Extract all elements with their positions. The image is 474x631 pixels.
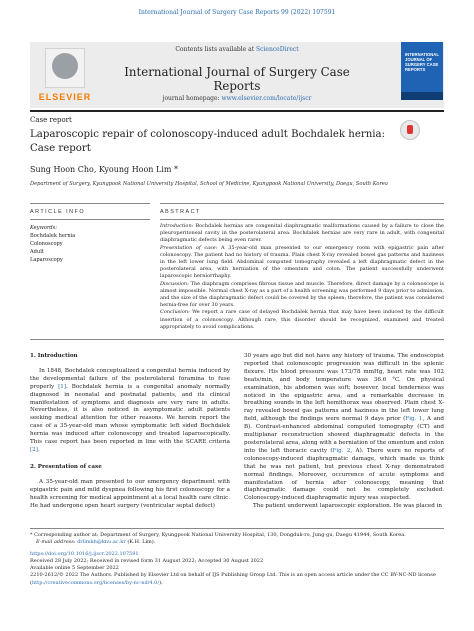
body-text: In 1848, Bochdalek conceptualized a congenital hernia induced by the developmental failure of the posterolateral foramina to fuse properly — [30, 367, 230, 390]
doi-link[interactable]: https://doi.org/10.1016/j.ijscr.2022.107591 — [30, 551, 139, 558]
body-left-column — [30, 353, 230, 510]
email-label: E-mail address: — [36, 539, 78, 546]
email-link[interactable]: drlimkh@knu.ac.kr — [77, 539, 126, 546]
section-heading: 1. Introduction — [30, 353, 78, 359]
check-for-updates-icon[interactable] — [400, 120, 420, 140]
article-type: Case report — [30, 116, 72, 124]
license-link[interactable]: http://creativecommons.org/licenses/by-nc-nd/4.0/ — [31, 579, 160, 586]
header-divider — [30, 110, 444, 112]
section-gap — [30, 455, 230, 464]
citation-link[interactable]: [2] — [30, 446, 38, 453]
surgery-paragraph: The patient underwent laparoscopic exploration. He was placed in — [253, 503, 442, 510]
keyword-item: Laparoscopy — [30, 257, 63, 264]
author-list: Sung Hoon Cho, Kyoung Hoon Lim * — [30, 165, 179, 174]
correspondence-note: * Corresponding author at: Department of Surgery, Kyungpook National University Hospital, 130, Dongduk-ro, Jung-gu, Daegu 41944, South Korea. — [30, 532, 406, 538]
citation-link[interactable]: [1] — [58, 383, 67, 390]
abstract-presentation — [160, 245, 444, 281]
body-text: , A). There were no reports of colonoscopy-induced diaphragmatic damage, which made us think that he was not patient, but previous chest X-ray demonstrated normal findings. Moreover, occurrence of acute symptoms and manifestation of hernia after colonoscopy, meaning that diaphragmatic damage could not be completely excluded. Colonoscopy-induced diaphragmatic injury was suspected. — [244, 447, 444, 502]
cover-band — [401, 92, 443, 100]
license-text: 2210-2612/© 2022 The Authors. Published by Elsevier Ltd on behalf of IJS Publishing Group Ltd. This is an open access article under the CC BY-NC-ND license ( — [30, 572, 436, 586]
abstract-text: Bochdalek hernias are congenital diaphragmatic malformations caused by a failure to close the pleuroperitoneal cavity in the posterolateral area. Bochdalek hernias are very rare in adult, with congenital diaphragmatic defects being even rarer. — [160, 223, 444, 244]
keyword-item: Adult — [30, 249, 44, 256]
article-info-heading: ARTICLE INFO — [30, 209, 86, 215]
abstract-text: A 35-year-old man presented to our emergency room with epigastric pain after colonoscopy. The patient had no history of trauma. Plain chest X-ray revealed bowel gas patterns and haziness in the left lower lung field. Abdominal computed tomography revealed a left diaphragmatic defect in the posterolateral area, with herniation of the omentum and colon. The patient successfully underwent laparoscopic herniorrhaphy. — [160, 244, 444, 280]
cover-title: INTERNATIONAL JOURNAL OF SURGERY CASE REPORTS — [405, 52, 439, 72]
journal-cover-thumbnail[interactable] — [401, 42, 443, 100]
abstract-conclusion — [160, 309, 444, 331]
info-mid-rule — [30, 219, 150, 220]
email-line — [30, 539, 444, 546]
online-date: Available online 5 September 2022 — [30, 565, 119, 572]
section-heading: 2. Presentation of case — [30, 463, 102, 470]
contents-availability — [100, 46, 374, 53]
body-right-column — [244, 353, 444, 511]
body-text: 30 years ago but did not have any history of trauma. The endoscopist reported that colonoscopic progression was difficult in the splenic flexure. His blood pressure was 173/78 mmHg, heart rate was 102 beats/min, and body temperature was 36.6 °C. On physical examination, his abdomen was soft; however, local tenderness was noticed in the epigastric area, and a remarkable decrease in breathing sounds in the left hemithorax was observed. Plain chest X-ray revealed bowel gas patterns and haziness in the left lower lung field, although the findings were normal 9 days prior ( — [244, 353, 444, 423]
journal-title: International Journal of Surgery Case Reports — [124, 65, 350, 93]
author-affiliation: Department of Surgery, Kyungpook National University Hospital, School of Medicine, Kyungpook National University, Daegu, South Korea — [30, 181, 388, 187]
footnote-block — [30, 532, 444, 587]
abstract-text: The diaphragm comprises fibrous tissue and muscle. Therefore, direct damage by a colonoscope is almost impossible. Normal chest X-ray as a part of a health screening was performed 9 days prior to admission, and the size of the diaphragmatic defect could be covered by the spleen; therefore, the patient was considered hernia-free for over 30 years. — [160, 280, 444, 309]
license-text-end: ). — [159, 579, 163, 586]
info-top-rule — [30, 203, 150, 204]
case-paragraph-continued — [244, 353, 444, 503]
abstract-bottom-rule — [30, 339, 444, 340]
abstract-mid-rule — [160, 219, 444, 220]
abstract-heading: ABSTRACT — [160, 209, 201, 215]
body-text: , A and B). Contrast-enhanced abdominal computed tomography (CT) and multiplanar reconstruction showed diaphragmatic defects in the posterolateral area, along with a herniation of the omentum and colon into the left thoracic cavity ( — [244, 416, 444, 454]
abstract-label: Introduction: — [160, 223, 194, 229]
sciencedirect-link[interactable]: ScienceDirect — [256, 46, 299, 53]
keywords-block — [30, 224, 150, 264]
keyword-item: Bochdalek hernia — [30, 233, 76, 240]
homepage-link[interactable]: www.elsevier.com/locate/ijscr — [221, 95, 312, 102]
keywords-label: Keywords: — [30, 225, 58, 231]
publisher-logo[interactable] — [30, 46, 100, 104]
body-text: . — [37, 446, 40, 453]
figure-link[interactable]: Fig. 2 — [332, 447, 351, 454]
abstract-label: Conclusion: — [160, 309, 190, 316]
abstract-introduction — [160, 223, 444, 245]
keyword-item: Colonoscopy — [30, 241, 63, 248]
intro-paragraph — [30, 368, 230, 455]
abstract-discussion — [160, 281, 444, 310]
contents-prefix: Contents lists available at — [175, 46, 257, 53]
abstract-top-rule — [160, 203, 444, 204]
article-dates: Received 28 July 2022; Received in revised form 31 August 2022; Accepted 30 August 2022 — [30, 558, 264, 565]
abstract-label: Presentation of case: — [160, 244, 218, 251]
license-statement — [30, 572, 444, 586]
journal-homepage — [100, 95, 374, 102]
article-title: Laparoscopic repair of colonoscopy-induced adult Bochdalek hernia: Case report — [30, 129, 386, 154]
tree-logo-icon — [45, 48, 85, 88]
journal-citation-line[interactable]: International Journal of Surgery Case Reports 99 (2022) 107591 — [138, 9, 336, 16]
abstract-body — [160, 223, 444, 331]
publisher-logo-text: ELSEVIER — [38, 92, 92, 102]
abstract-label: Discussion: — [160, 280, 189, 287]
body-text: . Bochdalek hernia is a congenital anomaly normally diagnosed in neonatal and postnatal patients, and its clinical manifestation of symptoms and diagnosis are very rare in adults. Nevertheless, it is also noticed in asymptomatic adult patients seeking medical attention for other reasons. We herein report the case of a 35-year-old man whose symptomatic left sided Bochdalek hernia was induced after colonoscopy and treated laparoscopically. This case report has been reported in line with the SCARE criteria — [30, 383, 231, 446]
case-paragraph: A 35-year-old man presented to our emergency department with epigastric pain and mild dyspnea following his first colonoscopy for a health screening for medical appointment at a local health care clinic. He had undergone open heart surgery (ventricular septal defect) — [30, 478, 230, 509]
footer-divider — [30, 528, 444, 529]
email-suffix: (K.H. Lim). — [125, 539, 156, 546]
abstract-text: We report a rare case of delayed Bochdalek hernia that may have been induced by the difficult insertion of a colonoscopy. Although rare, this disorder should be recognized, examined and treated appropriately to avoid complications. — [160, 309, 444, 330]
homepage-prefix: journal homepage: — [162, 95, 222, 102]
figure-link[interactable]: Fig. 1 — [405, 416, 423, 423]
